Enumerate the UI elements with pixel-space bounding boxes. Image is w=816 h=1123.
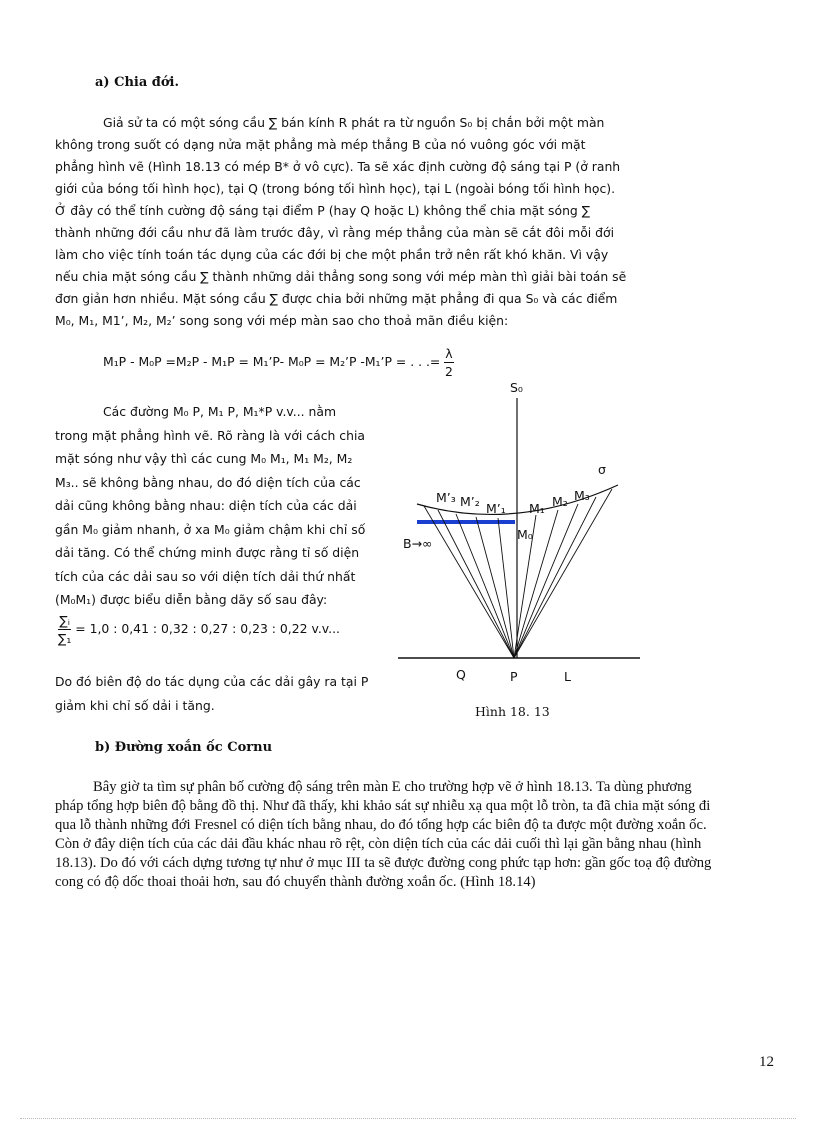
label-m1-prime: M’₁	[486, 501, 506, 516]
figure-18-13	[390, 370, 650, 695]
ray-lines	[424, 489, 612, 658]
fraction-numerator: ∑ᵢ	[59, 613, 70, 628]
figure-caption: Hình 18. 13	[475, 704, 550, 719]
text-line: mặt sóng như vậy thì các cung M₀ M₁, M₁ M₂, M₂	[55, 451, 353, 466]
area-ratio-formula	[58, 612, 340, 647]
text-line: nếu chia mặt sóng cầu ∑ thành những dải thẳng song song với mép màn thì giải bài toán sẽ	[55, 269, 627, 284]
text-line: dải cũng không bằng nhau: diện tích của các dải	[55, 498, 357, 513]
text-line: (M₀M₁) được biểu diễn bằng dãy số sau đây:	[55, 592, 328, 607]
text-line: thành những đới cầu như đã làm trước đây, vì rằng mép thẳng của màn sẽ cắt đôi mỗi đới	[55, 225, 615, 240]
text-line: tích của các dải sau so với diện tích dải thứ nhất	[55, 568, 356, 584]
text-line: Còn ở đây diện tích của các dải đầu khác nhau rõ rệt, còn diện tích của các dải cuối thì lại gần bằng nhau (hình	[55, 836, 702, 852]
ray-line	[456, 514, 514, 658]
text-line: qua lỗ thành những đới Fresnel có diện tích bằng nhau, do đó tổng hợp các biên độ ta được một đường xoắn ốc.	[55, 817, 707, 833]
text-line: gần M₀ giảm nhanh, ở xa M₀ giảm chậm khi chỉ số	[55, 521, 366, 537]
text-line: làm cho việc tính toán tác dụng của các đới bị che một phần trở nên rất khó khăn. Vì vậy	[55, 247, 609, 262]
text-line: M₀, M₁, M1’, M₂, M₂’ song song với mép màn sao cho thoả mãn điều kiện:	[55, 313, 509, 328]
text-line: cong có độ dốc thoai thoải hơn, sau đó chuyển thành đường xoắn ốc. (Hình 18.14)	[55, 874, 536, 890]
label-m2: M₂	[552, 494, 568, 509]
ray-line	[438, 510, 514, 658]
text-line: Các đường M₀ P, M₁ P, M₁*P v.v... nằm	[103, 404, 337, 419]
fraction-numerator: λ	[445, 346, 453, 361]
text-line: Do đó biên độ do tác dụng của các dải gây ra tại P	[55, 674, 369, 689]
fraction-denominator: ∑₁	[58, 631, 72, 646]
label-s0: S₀	[510, 380, 523, 395]
text-line: giảm khi chỉ số dải i tăng.	[55, 698, 215, 713]
text-line: dải tăng. Có thể chứng minh được rằng tỉ số diện	[55, 545, 360, 560]
label-m3-prime: M’₃	[436, 490, 456, 505]
label-m3: M₃	[574, 488, 590, 503]
sigma-ratio	[58, 612, 71, 647]
page-number: 12	[759, 1054, 774, 1070]
section-a-paragraph-3	[55, 670, 395, 718]
ray-line	[476, 517, 514, 658]
section-b-title: b) Đường xoắn ốc Cornu	[95, 740, 273, 755]
text-line: Ở đây có thể tính cường độ sáng tại điểm P (hay Q hoặc L) không thể chia mặt sóng ∑	[55, 203, 591, 218]
text-line: M₃.. sẽ không bằng nhau, do đó diện tích của các	[55, 474, 361, 490]
text-line: đơn giản hơn nhiều. Mặt sóng cầu ∑ được chia bởi những mặt phẳng đi qua S₀ và các điểm	[55, 291, 618, 306]
label-m0: M₀	[517, 527, 533, 542]
text-line: không trong suốt có dạng nửa mặt phẳng mà mép thẳng B của nó vuông góc với mặt	[55, 137, 586, 152]
section-b-paragraph	[55, 778, 775, 892]
ray-line	[424, 506, 514, 658]
ratio-values: = 1,0 : 0,41 : 0,32 : 0,27 : 0,23 : 0,22 v.v...	[75, 621, 340, 636]
fraction-denominator: 2	[444, 364, 453, 379]
label-p: P	[510, 669, 518, 684]
label-q: Q	[456, 667, 466, 682]
text-line: 18.13). Do đó với cách dựng tương tự như ở mục III ta sẽ được đường cong phức tạp hơn: gần gốc toạ độ đường	[55, 855, 712, 871]
section-a-paragraph-2	[55, 400, 388, 612]
text-line: phẳng hình vẽ (Hình 18.13 có mép B* ở vô cực). Ta sẽ xác định cường độ sáng tại P (ở ranh	[55, 159, 621, 174]
page-bottom-rule	[20, 1118, 796, 1119]
text-line: trong mặt phẳng hình vẽ. Rõ ràng là với cách chia	[55, 427, 366, 443]
text-line: pháp tổng hợp biên độ bằng đồ thị. Như đã thấy, khi khảo sát sự nhiễu xạ qua một lỗ tròn, ta đã chia mặt sóng đi	[55, 798, 711, 814]
text-line: giới của bóng tối hình học), tại Q (trong bóng tối hình học), tại L (ngoài bóng tối hình học).	[55, 181, 616, 196]
label-l: L	[564, 669, 571, 684]
section-a-title: a) Chia đới.	[95, 75, 180, 90]
label-sigma: σ	[598, 462, 606, 477]
equation-text: M₁P - M₀P =M₂P - M₁P = M₁’P- M₀P = M₂’P -M₁’P = . . .=	[103, 354, 441, 369]
label-b-infinity: B→∞	[403, 536, 433, 551]
label-m1: M₁	[529, 501, 545, 516]
label-m2-prime: M’₂	[460, 494, 480, 509]
text-line: Bây giờ ta tìm sự phân bố cường độ sáng trên màn E cho trường hợp vẽ ở hình 18.13. Ta dùng phương	[93, 779, 692, 795]
section-a-paragraph-1	[55, 112, 645, 332]
text-line: Giả sử ta có một sóng cầu ∑ bán kính R phát ra từ nguồn S₀ bị chắn bởi một màn	[103, 115, 605, 130]
